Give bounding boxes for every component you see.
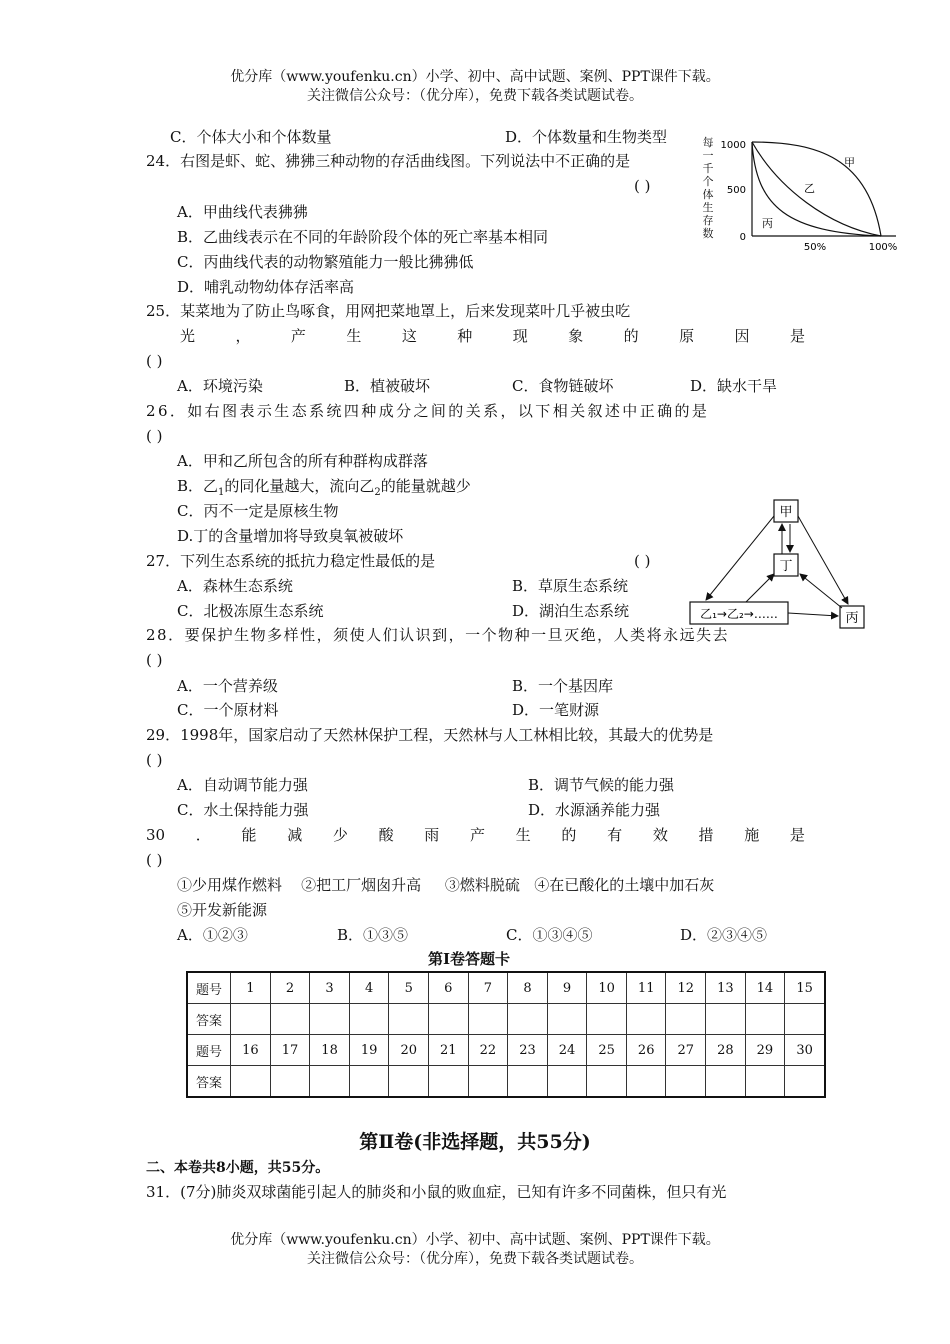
- y-tick-0: 0: [739, 232, 746, 243]
- q28-option-b: B．一个基因库: [512, 677, 614, 695]
- num-cell: 15: [785, 972, 825, 1004]
- answer-cell[interactable]: [666, 1066, 706, 1098]
- q30-char: 的: [561, 826, 577, 844]
- q25-char: 原: [679, 327, 695, 345]
- answer-cell[interactable]: [785, 1066, 825, 1098]
- q25-char: 生: [346, 327, 362, 345]
- num-label: 题号: [187, 1035, 231, 1066]
- q25-paren: ( ): [146, 352, 163, 370]
- footer-line-1: 优分库（www.youfenku.cn）小学、初中、高中试题、案例、PPT课件下载。: [230, 1232, 720, 1248]
- q30-stem: [146, 825, 805, 845]
- label-jia: 甲: [779, 505, 793, 520]
- answer-cell[interactable]: [508, 1004, 548, 1035]
- q28-paren: ( ): [146, 651, 163, 669]
- num-cell: 8: [508, 972, 548, 1004]
- q28-stem: 28．要保护生物多样性，须使人们认识到，一个物种一旦灭绝，人类将永远失去: [146, 626, 730, 644]
- q24-paren: ( ): [634, 177, 651, 195]
- q26-stem: 26．如右图表示生态系统四种成分之间的关系，以下相关叙述中正确的是: [146, 402, 710, 420]
- answer-cell[interactable]: [745, 1066, 785, 1098]
- curve-label-yi: 乙: [804, 182, 815, 195]
- answer-cell[interactable]: [231, 1066, 271, 1098]
- num-cell: 27: [666, 1035, 706, 1066]
- q25-char: 这: [401, 327, 417, 345]
- q25-char: 光: [180, 327, 196, 345]
- q30-char: 是: [789, 826, 805, 844]
- header-line-2: 关注微信公众号：（优分库），免费下载各类试题试卷。: [307, 88, 643, 104]
- q30-char: 施: [744, 826, 760, 844]
- label-yi-chain: 乙₁→乙₂→……: [700, 607, 778, 621]
- q29-option-a: A．自动调节能力强: [177, 776, 308, 794]
- part2-title: 第Ⅱ卷(非选择题，共55分): [359, 1131, 591, 1153]
- q27-option-c: C．北极冻原生态系统: [177, 602, 324, 620]
- footer-line-2: 关注微信公众号：（优分库），免费下载各类试题试卷。: [307, 1251, 643, 1267]
- q28-option-c: C．一个原材料: [177, 701, 279, 719]
- q25-char: 的: [623, 327, 639, 345]
- num-cell: 5: [389, 972, 429, 1004]
- answer-cell[interactable]: [587, 1004, 627, 1035]
- x-tick-100: 100%: [868, 242, 898, 253]
- y-label-char: 存: [702, 214, 714, 227]
- q30-char: 措: [698, 826, 714, 844]
- y-tick-500: 500: [726, 185, 746, 196]
- q30-item-5: ⑤开发新能源: [177, 901, 268, 919]
- y-label-char: 每: [702, 136, 714, 149]
- num-cell: 6: [429, 972, 469, 1004]
- q30-char: 效: [652, 826, 668, 844]
- q30-char: 产: [470, 826, 486, 844]
- num-cell: 23: [508, 1035, 548, 1066]
- num-cell: 14: [745, 972, 785, 1004]
- answer-cell[interactable]: [349, 1066, 389, 1098]
- arrow-yi-to-bing: [788, 613, 838, 616]
- answer-cell[interactable]: [349, 1004, 389, 1035]
- answer-cell[interactable]: [389, 1066, 429, 1098]
- q24-option-b: B．乙曲线表示在不同的年龄阶段个体的死亡率基本相同: [177, 228, 549, 246]
- curve-label-jia: 甲: [844, 156, 855, 169]
- answer-cell[interactable]: [587, 1066, 627, 1098]
- num-cell: 9: [547, 972, 587, 1004]
- y-label-char: 千: [702, 162, 714, 175]
- q29-option-c: C．水土保持能力强: [177, 801, 309, 819]
- num-cell: 30: [785, 1035, 825, 1066]
- answer-cell[interactable]: [547, 1004, 587, 1035]
- num-cell: 24: [547, 1035, 587, 1066]
- q30-char: 酸: [378, 826, 394, 844]
- y-label-char: 生: [702, 201, 714, 214]
- q30-char: 少: [332, 826, 348, 844]
- q25-stem-line2: [180, 326, 805, 346]
- q30-paren: ( ): [146, 851, 163, 869]
- q27-option-b: B．草原生态系统: [512, 577, 629, 595]
- q26-option-b: [177, 476, 471, 503]
- label-ding: 丁: [779, 559, 793, 574]
- answer-cell[interactable]: [706, 1066, 746, 1098]
- y-label-char: 一: [702, 149, 714, 162]
- q25-char: 象: [568, 327, 584, 345]
- answer-cell[interactable]: [468, 1004, 508, 1035]
- num-cell: 21: [429, 1035, 469, 1066]
- q26-paren: ( ): [146, 427, 163, 445]
- arrow-jia-to-yi: [706, 516, 774, 600]
- num-cell: 16: [231, 1035, 271, 1066]
- answer-card-table: [186, 971, 826, 1098]
- answer-cell[interactable]: [626, 1066, 666, 1098]
- arrow-bing-to-ding: [800, 574, 842, 608]
- q30-option-d: D．②③④⑤: [680, 926, 768, 944]
- q26-option-b-part: B．乙: [177, 477, 219, 495]
- q30-option-c: C．①③④⑤: [506, 926, 593, 944]
- q27-option-d: D．湖泊生态系统: [512, 602, 630, 620]
- q24-option-a: A．甲曲线代表狒狒: [177, 203, 308, 221]
- q24-option-c: C．丙曲线代表的动物繁殖能力一般比狒狒低: [177, 253, 474, 271]
- answer-cell[interactable]: [547, 1066, 587, 1098]
- q26-option-c: C．丙不一定是原核生物: [177, 502, 339, 520]
- q24-option-d: D．哺乳动物幼体存活率高: [177, 278, 355, 296]
- table-row: [187, 1004, 825, 1035]
- num-cell: 19: [349, 1035, 389, 1066]
- num-cell: 26: [626, 1035, 666, 1066]
- q25-char: 种: [457, 327, 473, 345]
- part2-subtitle: 二、本卷共8小题，共55分。: [146, 1160, 330, 1176]
- x-tick-50: 50%: [803, 242, 827, 253]
- ecosystem-diagram: [686, 496, 872, 636]
- y-label-char: 体: [702, 188, 714, 201]
- q27-paren: ( ): [634, 552, 651, 570]
- q30-option-a: A．①②③: [177, 926, 248, 944]
- chart-y-label: [703, 135, 714, 240]
- table-row: [187, 972, 825, 1004]
- q25-stem: 25．某菜地为了防止鸟啄食，用网把菜地罩上，后来发现菜叶几乎被虫吃: [146, 302, 631, 320]
- q27-stem: 27．下列生态系统的抵抗力稳定性最低的是: [146, 552, 436, 570]
- answer-cell[interactable]: [389, 1004, 429, 1035]
- q30-char: 雨: [424, 826, 440, 844]
- answer-cell[interactable]: [745, 1004, 785, 1035]
- header-line-1: 优分库（www.youfenku.cn）小学、初中、高中试题、案例、PPT课件下载。: [230, 69, 720, 85]
- answer-cell[interactable]: [270, 1004, 310, 1035]
- y-tick-1000: 1000: [720, 140, 746, 151]
- num-cell: 7: [468, 972, 508, 1004]
- num-cell: 25: [587, 1035, 627, 1066]
- num-cell: 18: [310, 1035, 350, 1066]
- num-label: 题号: [187, 972, 231, 1004]
- q26-sub-1: 1: [218, 487, 225, 498]
- num-cell: 12: [666, 972, 706, 1004]
- q30-char: ．: [195, 826, 211, 844]
- num-cell: 2: [270, 972, 310, 1004]
- q27-option-a: A．森林生态系统: [177, 577, 293, 595]
- q30-char: 30: [146, 826, 166, 844]
- q28-option-a: A．一个营养级: [177, 677, 278, 695]
- label-bing: 丙: [845, 611, 859, 626]
- q30-char: 生: [515, 826, 531, 844]
- answer-cell[interactable]: [310, 1066, 350, 1098]
- q25-char: 现: [512, 327, 528, 345]
- q24-stem: 24．右图是虾、蛇、狒狒三种动物的存活曲线图。下列说法中不正确的是: [146, 152, 631, 170]
- num-cell: 11: [626, 972, 666, 1004]
- q25-option-c: C．食物链破坏: [512, 377, 614, 395]
- answer-cell[interactable]: [626, 1004, 666, 1035]
- num-cell: 4: [349, 972, 389, 1004]
- q29-option-d: D．水源涵养能力强: [528, 801, 661, 819]
- q26-option-b-part: 的同化量越大，流向乙: [224, 477, 375, 495]
- answer-cell[interactable]: [429, 1066, 469, 1098]
- q23-option-c: C．个体大小和个体数量: [170, 128, 332, 146]
- num-cell: 10: [587, 972, 627, 1004]
- num-cell: 22: [468, 1035, 508, 1066]
- answer-cell[interactable]: [310, 1004, 350, 1035]
- q30-items: ①少用煤作燃料 ②把工厂烟囱升高 ③燃料脱硫 ④在已酸化的土壤中加石灰: [177, 876, 715, 894]
- q25-char: 是: [789, 327, 805, 345]
- answer-cell[interactable]: [666, 1004, 706, 1035]
- answer-cell[interactable]: [508, 1066, 548, 1098]
- q29-stem: 29．1998年，国家启动了天然林保护工程，天然林与人工林相比较，其最大的优势是: [146, 726, 714, 744]
- q31-stem: 31．(7分)肺炎双球菌能引起人的肺炎和小鼠的败血症，已知有许多不同菌株，但只有光: [146, 1183, 727, 1201]
- num-cell: 13: [706, 972, 746, 1004]
- num-cell: 17: [270, 1035, 310, 1066]
- answer-cell[interactable]: [270, 1066, 310, 1098]
- q26-option-a: A．甲和乙所包含的所有种群构成群落: [177, 452, 428, 470]
- q30-char: 能: [241, 826, 257, 844]
- q25-char: 因: [734, 327, 750, 345]
- q30-char: 减: [287, 826, 303, 844]
- num-cell: 29: [745, 1035, 785, 1066]
- answer-card-title: 第Ⅰ卷答题卡: [428, 950, 511, 968]
- answer-cell[interactable]: [785, 1004, 825, 1035]
- q26-option-d: D.丁的含量增加将导致臭氧被破坏: [177, 527, 404, 545]
- num-cell: 28: [706, 1035, 746, 1066]
- q25-option-d: D．缺水干旱: [690, 377, 778, 395]
- q26-option-b-part: 的能量就越少: [380, 477, 471, 495]
- q25-option-b: B．植被破坏: [344, 377, 431, 395]
- answer-cell[interactable]: [468, 1066, 508, 1098]
- answer-cell[interactable]: [429, 1004, 469, 1035]
- ans-label: 答案: [187, 1004, 231, 1035]
- survival-curve-chart: [698, 128, 908, 254]
- curve-label-bing: 丙: [762, 217, 773, 230]
- arrow-yi-to-ding: [746, 574, 774, 602]
- arrow-jia-to-bing: [798, 516, 848, 604]
- q28-option-d: D．一笔财源: [512, 701, 600, 719]
- num-cell: 1: [231, 972, 271, 1004]
- q25-char: 产: [290, 327, 306, 345]
- q30-char: 有: [607, 826, 623, 844]
- num-cell: 20: [389, 1035, 429, 1066]
- q30-option-b: B．①③⑤: [337, 926, 409, 944]
- y-label-char: 个: [702, 175, 714, 188]
- q23-option-d: D．个体数量和生物类型: [505, 128, 668, 146]
- answer-cell[interactable]: [231, 1004, 271, 1035]
- num-cell: 3: [310, 972, 350, 1004]
- q29-paren: ( ): [146, 751, 163, 769]
- y-label-char: 数: [702, 227, 714, 240]
- table-row: [187, 1035, 825, 1066]
- ans-label: 答案: [187, 1066, 231, 1098]
- q25-option-a: A．环境污染: [177, 377, 263, 395]
- answer-cell[interactable]: [706, 1004, 746, 1035]
- q29-option-b: B．调节气候的能力强: [528, 776, 675, 794]
- q25-char: ，: [235, 327, 251, 345]
- table-row: [187, 1066, 825, 1098]
- q26-sub-2: 2: [374, 487, 381, 498]
